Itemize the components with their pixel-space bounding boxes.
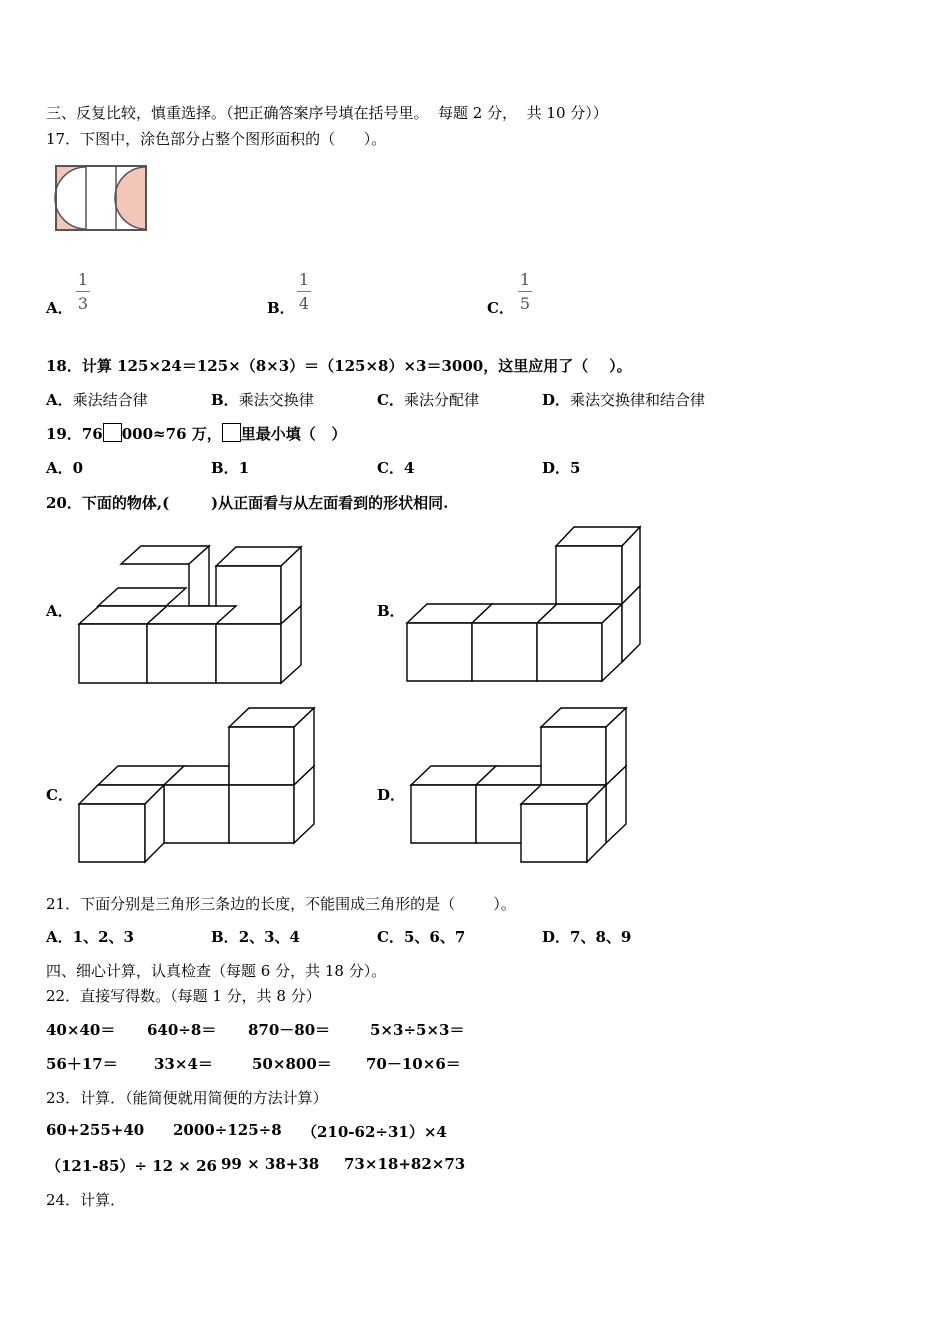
q18-option-a[interactable]: A．乘法结合律 (46, 391, 148, 409)
q23-stem: 23．计算．（能简便就用简便的方法计算） (46, 1089, 328, 1107)
q17-option-c-numerator: 1 (519, 270, 531, 289)
q22-item-7: 50×800＝ (252, 1055, 332, 1073)
q20-option-c-label[interactable]: C． (46, 786, 73, 804)
q22-stem: 22．直接写得数。（每题 1 分，共 8 分） (46, 987, 321, 1005)
q18-option-c[interactable]: C．乘法分配律 (377, 391, 479, 409)
q20-option-b-label[interactable]: B． (377, 602, 405, 620)
q19-option-a[interactable]: A．0 (46, 459, 84, 477)
q23-item-4: （121-85）÷ 12 × 26 (46, 1157, 217, 1175)
q19-blank-box-ref (222, 423, 241, 442)
q17-shaded-right-half-circle (115, 167, 146, 229)
q17-option-b-numerator: 1 (298, 270, 310, 289)
section3-header: 三、反复比较，慎重选择。（把正确答案序号填在括号里。 每题 2 分， 共 10 分）） (46, 104, 608, 122)
q21-option-d[interactable]: D．7、8、9 (542, 928, 632, 946)
q23-item-3: （210-62÷31）×4 (302, 1123, 447, 1141)
q21-stem: 21．下面分别是三角形三条边的长度，不能围成三角形的是（ ）。 (46, 895, 516, 913)
q22-item-2: 640÷8＝ (147, 1021, 217, 1039)
q18-option-b[interactable]: B．乘法交换律 (211, 391, 314, 409)
q17-option-b-fraction (297, 270, 311, 313)
q20-option-d-label[interactable]: D． (377, 786, 406, 804)
q23-item-5: 99 × 38+38 (221, 1155, 320, 1173)
q17-figure (54, 165, 148, 233)
q17-option-b-denominator: 4 (298, 294, 310, 313)
q22-item-1: 40×40＝ (46, 1021, 116, 1039)
q20-option-d-figure (408, 705, 632, 867)
q17-shaded-left-half-circle (55, 167, 86, 229)
q20-option-a-label[interactable]: A． (46, 602, 73, 620)
q18-option-d[interactable]: D．乘法交换律和结合律 (542, 391, 706, 409)
q21-option-a[interactable]: A．1、2、3 (46, 928, 134, 946)
q20-option-a-figure (76, 544, 306, 689)
q19-option-d[interactable]: D．5 (542, 459, 581, 477)
q17-option-a-numerator: 1 (77, 270, 89, 289)
q23-item-6: 73×18+82×73 (344, 1155, 466, 1173)
q23-item-2: 2000÷125÷8 (173, 1121, 282, 1139)
q21-option-c[interactable]: C．5、6、7 (377, 928, 466, 946)
q20-option-b-figure (404, 524, 644, 686)
q17-stem: 17．下图中，涂色部分占整个图形面积的（ ）。 (46, 130, 387, 148)
q21-option-b[interactable]: B．2、3、4 (211, 928, 300, 946)
q22-item-6: 33×4＝ (154, 1055, 213, 1073)
q17-option-a-fraction (76, 270, 90, 313)
q19-blank-box[interactable] (103, 423, 122, 442)
q18-stem: 18．计算 125×24＝125×（8×3）＝（125×8）×3＝3000，这里应用了（ ）。 (46, 357, 632, 375)
q19-stem: 19．76 000≈76 万， 里最小填（ ） (46, 425, 347, 443)
q17-option-a-denominator: 3 (77, 294, 89, 313)
q17-option-b-label[interactable]: B． (267, 299, 295, 317)
q17-option-c-denominator: 5 (519, 294, 531, 313)
q19-option-b[interactable]: B．1 (211, 459, 250, 477)
q23-item-1: 60+255+40 (46, 1121, 145, 1139)
q22-item-5: 56＋17＝ (46, 1055, 118, 1073)
q20-stem: 20．下面的物体,( )从正面看与从左面看到的形状相同. (46, 494, 449, 512)
q22-item-8: 70－10×6＝ (366, 1055, 461, 1073)
q17-option-a-label[interactable]: A． (46, 299, 73, 317)
q22-item-4: 5×3÷5×3＝ (370, 1021, 465, 1039)
q24-stem: 24．计算． (46, 1191, 126, 1209)
q19-option-c[interactable]: C．4 (377, 459, 415, 477)
section4-header: 四、细心计算，认真检查（每题 6 分，共 18 分）。 (46, 962, 387, 980)
q20-option-c-figure (76, 705, 320, 867)
q17-option-c-fraction (518, 270, 532, 313)
q17-option-c-label[interactable]: C． (487, 299, 514, 317)
q22-item-3: 870－80＝ (248, 1021, 331, 1039)
